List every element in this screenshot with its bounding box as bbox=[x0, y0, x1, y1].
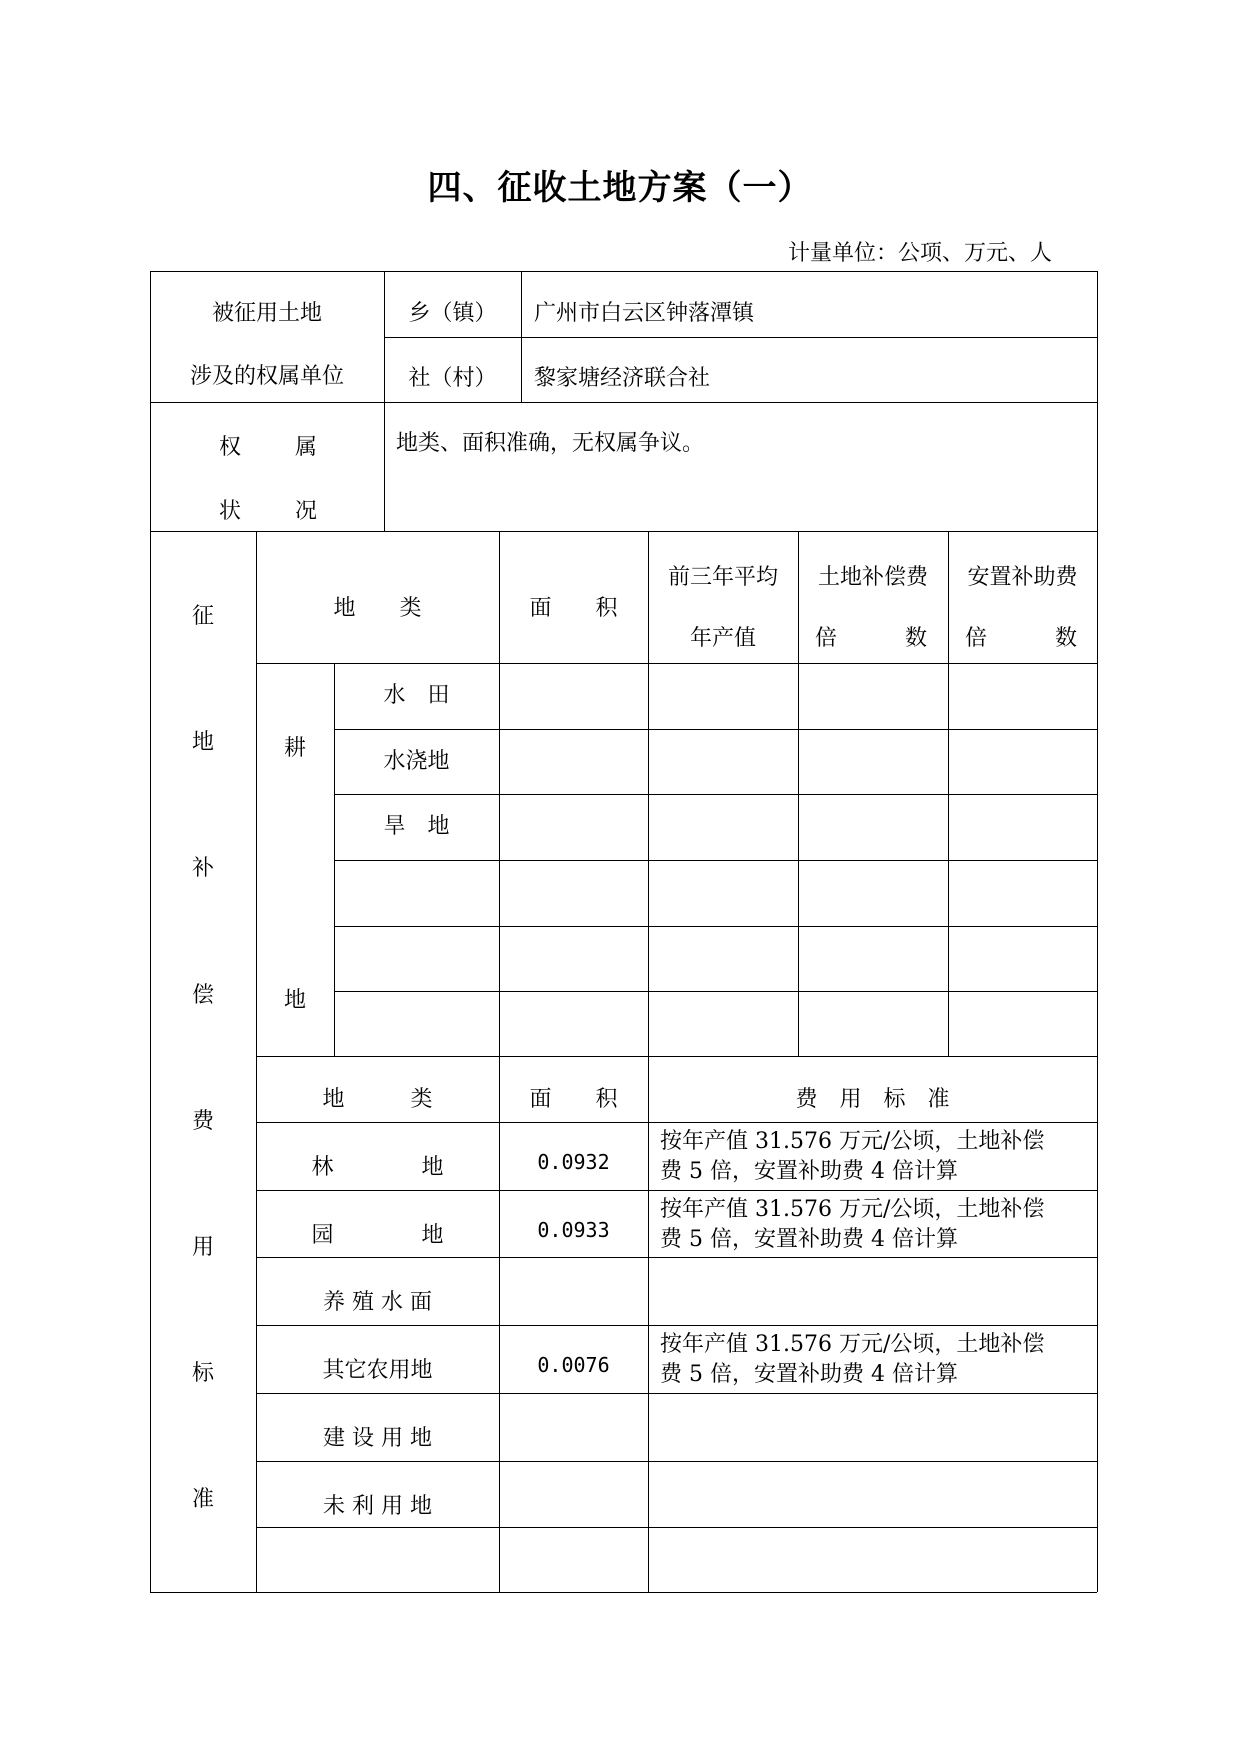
table-rule bbox=[521, 271, 522, 402]
owner-label-line1: 被征用土地 bbox=[211, 301, 322, 326]
side-label-char: 补 bbox=[191, 856, 214, 881]
cultivated-label-top: 耕 bbox=[283, 736, 306, 761]
ownership-label-2b: 况 bbox=[294, 499, 317, 524]
table-rule bbox=[334, 860, 1097, 861]
table-rule bbox=[256, 1257, 1097, 1258]
other-row-standard-line1: 按年产值 31.576 万元/公顷，土地补偿 bbox=[660, 1129, 1045, 1154]
side-label-char: 费 bbox=[191, 1109, 214, 1134]
table-rule bbox=[150, 531, 1097, 532]
village-value: 黎家塘经济联合社 bbox=[534, 366, 711, 391]
other-row-standard-line2: 费 5 倍，安置补助费 4 倍计算 bbox=[660, 1362, 958, 1387]
town-value: 广州市白云区钟落潭镇 bbox=[534, 301, 755, 326]
ownership-label-1a: 权 bbox=[218, 435, 241, 460]
table-rule bbox=[384, 337, 1097, 338]
village-label: 社（村） bbox=[408, 366, 497, 391]
table-rule bbox=[334, 794, 1097, 795]
ownership-label-1b: 属 bbox=[294, 435, 317, 460]
side-label-char: 偿 bbox=[191, 983, 214, 1008]
table-rule bbox=[334, 926, 1097, 927]
other-row-type: 未 利 用 地 bbox=[323, 1494, 432, 1519]
unit-note: 计量单位：公项、万元、人 bbox=[787, 241, 1052, 266]
other-row-type: 建 设 用 地 bbox=[323, 1426, 432, 1451]
table-rule bbox=[256, 1393, 1097, 1394]
cultivated-label-bottom: 地 bbox=[283, 988, 306, 1013]
farm-header-comp-2a: 倍 bbox=[815, 626, 838, 651]
other-row-type: 养 殖 水 面 bbox=[323, 1290, 432, 1315]
table-rule bbox=[334, 991, 1097, 992]
table-rule bbox=[150, 402, 1097, 403]
cultivated-row-type: 水浇地 bbox=[383, 749, 450, 774]
table-rule bbox=[256, 1325, 1097, 1326]
other-row-area: 0.0933 bbox=[537, 1218, 610, 1242]
town-label: 乡（镇） bbox=[408, 301, 497, 326]
other-row-standard-line2: 费 5 倍，安置补助费 4 倍计算 bbox=[660, 1227, 958, 1252]
farm-header-avg-2: 年产值 bbox=[689, 626, 756, 651]
table-rule bbox=[256, 1527, 1097, 1528]
other-header-land-type: 地 类 bbox=[322, 1087, 433, 1112]
table-rule bbox=[150, 271, 151, 1592]
table-rule bbox=[256, 663, 1097, 664]
table-rule bbox=[256, 1190, 1097, 1191]
table-rule bbox=[334, 729, 1097, 730]
farm-header-avg-1: 前三年平均 bbox=[667, 565, 778, 590]
cultivated-row-type: 水 田 bbox=[383, 683, 450, 708]
ownership-value: 地类、面积准确，无权属争议。 bbox=[396, 431, 705, 456]
other-row-type: 其它农用地 bbox=[322, 1358, 433, 1383]
side-label-char: 用 bbox=[191, 1235, 214, 1260]
table-rule bbox=[1097, 271, 1098, 1592]
owner-label-line2: 涉及的权属单位 bbox=[189, 364, 344, 389]
table-rule bbox=[648, 531, 649, 1122]
table-rule bbox=[256, 1056, 1097, 1057]
ownership-label-2a: 状 bbox=[218, 499, 241, 524]
other-row-type: 林 地 bbox=[311, 1155, 444, 1180]
other-row-type: 园 地 bbox=[311, 1223, 444, 1248]
table-rule bbox=[150, 1592, 1097, 1593]
farm-header-resettle-2a: 倍 bbox=[965, 626, 988, 651]
table-rule bbox=[150, 271, 1097, 272]
side-label-char: 征 bbox=[191, 604, 214, 629]
table-rule bbox=[256, 1122, 1097, 1123]
farm-header-resettle-1: 安置补助费 bbox=[967, 565, 1078, 590]
farm-header-comp-2b: 数 bbox=[905, 626, 928, 651]
document-title: 四、征收土地方案（一） bbox=[427, 168, 813, 208]
farm-header-land-type: 地 类 bbox=[333, 596, 422, 621]
farm-header-area: 面 积 bbox=[529, 596, 618, 621]
other-row-area: 0.0932 bbox=[537, 1150, 610, 1174]
table-rule bbox=[256, 1461, 1097, 1462]
other-header-area: 面 积 bbox=[529, 1087, 618, 1112]
other-row-standard-line1: 按年产值 31.576 万元/公顷，土地补偿 bbox=[660, 1332, 1045, 1357]
other-header-standard: 费 用 标 准 bbox=[795, 1087, 950, 1112]
other-row-standard-line1: 按年产值 31.576 万元/公顷，土地补偿 bbox=[660, 1197, 1045, 1222]
side-label-char: 准 bbox=[191, 1487, 214, 1512]
farm-header-comp-1: 土地补偿费 bbox=[817, 565, 928, 590]
farm-header-resettle-2b: 数 bbox=[1055, 626, 1078, 651]
cultivated-row-type: 旱 地 bbox=[383, 814, 450, 839]
table-rule bbox=[499, 531, 500, 1592]
side-label-char: 标 bbox=[191, 1361, 214, 1386]
side-label-char: 地 bbox=[191, 730, 214, 755]
other-row-standard-line2: 费 5 倍，安置补助费 4 倍计算 bbox=[660, 1159, 958, 1184]
other-row-area: 0.0076 bbox=[537, 1353, 610, 1377]
